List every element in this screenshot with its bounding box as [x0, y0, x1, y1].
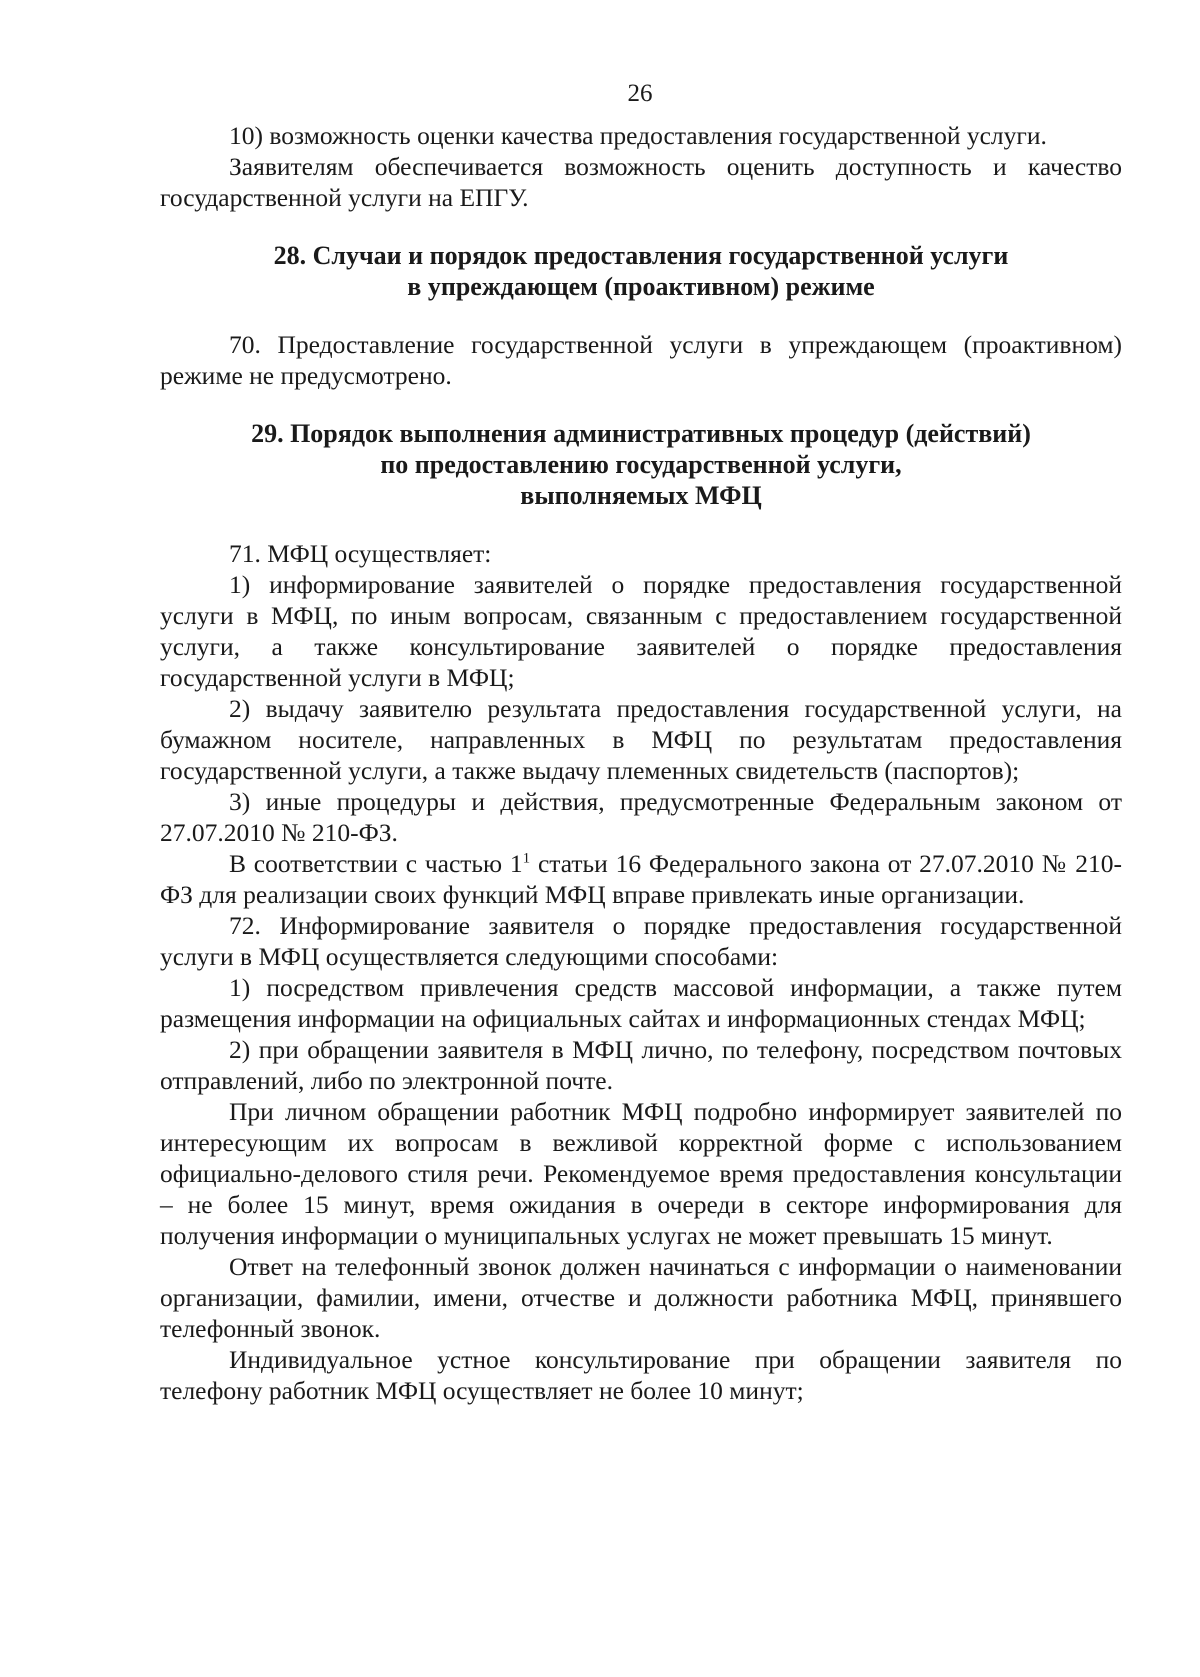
note-superscript: 1 [522, 850, 531, 867]
paragraph-phone-answer: Ответ на телефонный звонок должен начинаться с информации о наименовании организации, фамилии, имени, отчестве и должности работника МФЦ, принявшего телефонный звонок. [160, 1252, 1122, 1343]
paragraph-personal-visit: При личном обращении работник МФЦ подробно информирует заявителей по интересующим их вопросам в вежливой корректной форме с использованием официально-делового стиля речи. Рекомендуемое время предоставления консультации – не более 15 минут, время ожидания в очереди в секторе информирования для получения информации о муниципальных услугах не может превышать 15 минут. [160, 1097, 1122, 1250]
section-heading-29-line3: выполняемых МФЦ [520, 481, 762, 510]
document-body [160, 120, 1122, 1406]
section-heading-28-line2: в упреждающем (проактивном) режиме [407, 272, 875, 301]
paragraph-phone-consultation: Индивидуальное устное консультирование при обращении заявителя по телефону работник МФЦ осуществляет не более 10 минут; [160, 1345, 1122, 1405]
paragraph-71-item-1: 1) информирование заявителей о порядке предоставления государственной услуги в МФЦ, по иным вопросам, связанным с предоставлением государственной услуги, а также консультирование заявителей о порядке предоставления государственной услуги в МФЦ; [160, 570, 1122, 692]
section-heading-29-line2: по предоставлению государственной услуги, [380, 450, 902, 479]
section-heading-29-line1: 29. Порядок выполнения административных процедур (действий) [251, 419, 1031, 448]
paragraph-71: 71. МФЦ осуществляет: [229, 539, 492, 568]
section-heading-29 [160, 418, 1122, 511]
section-heading-28 [160, 240, 1122, 302]
paragraph-quality-assessment: 10) возможность оценки качества предоставления государственной услуги. [229, 121, 1047, 150]
paragraph-71-item-3: 3) иные процедуры и действия, предусмотренные Федеральным законом от 27.07.2010 № 210-ФЗ. [160, 787, 1122, 847]
paragraph-72: 72. Информирование заявителя о порядке предоставления государственной услуги в МФЦ осуществляется следующими способами: [160, 911, 1122, 971]
paragraph-71-note [160, 848, 1122, 910]
page-number: 26 [627, 80, 653, 107]
paragraph-72-item-2: 2) при обращении заявителя в МФЦ лично, по телефону, посредством почтовых отправлений, либо по электронной почте. [160, 1035, 1122, 1095]
note-text-after: статьи 16 Федерального закона от 27.07.2010 № 210-ФЗ для реализации своих функций МФЦ вправе привлекать иные организации. [160, 849, 1123, 909]
paragraph-epgu-assessment: Заявителям обеспечивается возможность оценить доступность и качество государственной услуги на ЕПГУ. [160, 152, 1122, 212]
paragraph-72-item-1: 1) посредством привлечения средств массовой информации, а также путем размещения информации на официальных сайтах и информационных стендах МФЦ; [160, 973, 1122, 1033]
section-heading-28-line1: 28. Случаи и порядок предоставления государственной услуги [273, 241, 1009, 270]
paragraph-71-item-2: 2) выдачу заявителю результата предоставления государственной услуги, на бумажном носителе, направленных в МФЦ по результатам предоставления государственной услуги, а также выдачу племенных свидетельств (паспортов); [160, 694, 1122, 785]
note-text-before: В соответствии с частью 1 [229, 849, 523, 878]
paragraph-70: 70. Предоставление государственной услуги в упреждающем (проактивном) режиме не предусмотрено. [160, 330, 1122, 390]
